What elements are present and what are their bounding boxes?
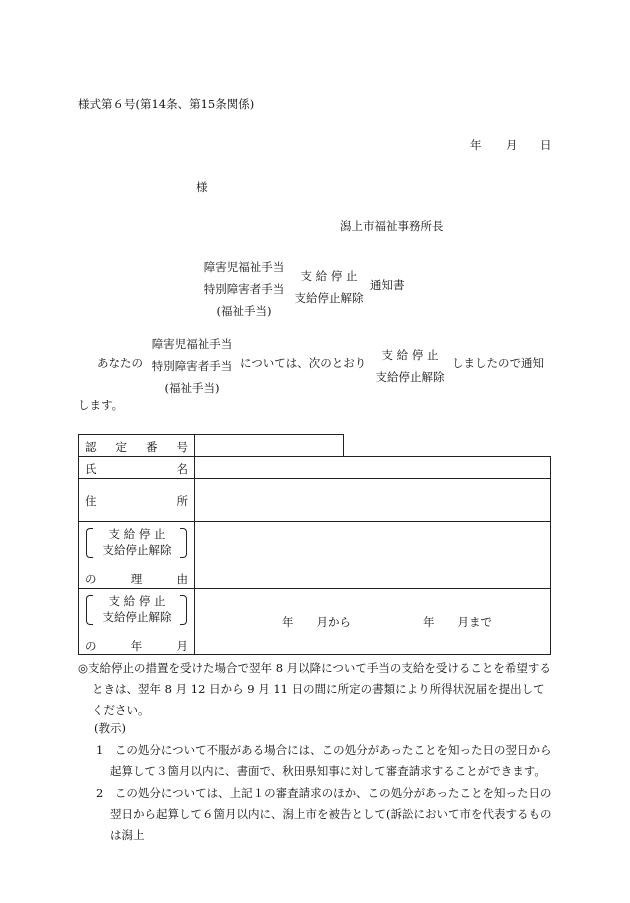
cert-number-label-cell xyxy=(78,434,195,457)
reason-bracket-left xyxy=(86,528,93,558)
name-label-cell xyxy=(78,456,195,479)
instruction-header: (教示) xyxy=(94,721,126,735)
period-action-stop: 支 給 停 止 xyxy=(108,594,166,608)
title-action-list xyxy=(292,265,366,309)
title-allowance-list xyxy=(198,256,290,322)
intro-allowance-2: 特別障害者手当 xyxy=(151,359,233,373)
addressee-suffix: 様 xyxy=(196,180,208,194)
title-allowance-1: 障害児福祉手当 xyxy=(203,260,285,274)
reason-action-stop: 支 給 停 止 xyxy=(108,527,166,541)
title-suffix: 通知書 xyxy=(370,278,405,292)
date-month: 月 xyxy=(506,138,518,152)
cert-number-label: 認 定 番 号 xyxy=(85,440,188,454)
period-action-resume: 支給停止解除 xyxy=(102,610,172,624)
address-label-cell xyxy=(78,478,195,522)
title-action-resume: 支給停止解除 xyxy=(294,291,364,305)
cert-number-value xyxy=(194,434,344,457)
name-value xyxy=(194,456,551,479)
intro-middle: については、次のとおり xyxy=(240,356,367,370)
reason-label: の 理 由 xyxy=(85,572,188,586)
period-action-list xyxy=(95,593,179,625)
intro-allowance-list xyxy=(146,333,238,399)
period-label: の 年 月 xyxy=(85,639,188,653)
intro-tail: しましたので通知 xyxy=(452,356,544,370)
name-label: 氏 名 xyxy=(85,462,188,476)
intro-action-stop: 支 給 停 止 xyxy=(381,348,439,362)
resumption-note: ◎支給停止の措置を受けた場合で翌年 8 月以降について手当の支給を受けることを希望するときは、翌年 8 月 12 日から 9 月 11 日の間に所定の書類により所得状況届を提出してください。 xyxy=(78,661,551,717)
title-allowance-2: 特別障害者手当 xyxy=(203,282,285,296)
intro-continuation: します。 xyxy=(78,398,124,412)
reason-label-cell xyxy=(78,521,195,589)
reason-action-list xyxy=(95,526,179,558)
intro-lead: あなたの xyxy=(97,356,143,370)
reason-action-resume: 支給停止解除 xyxy=(102,543,172,557)
date-year: 年 xyxy=(470,138,482,152)
period-value-cell xyxy=(194,588,551,655)
intro-action-list xyxy=(372,344,448,388)
period-to: 年 月まで xyxy=(423,615,492,629)
issuer: 潟上市福祉事務所長 xyxy=(340,219,444,233)
period-label-cell xyxy=(78,588,195,655)
intro-allowance-3: (福祉手当) xyxy=(164,381,220,395)
title-allowance-3: (福祉手当) xyxy=(216,304,272,318)
period-bracket-left xyxy=(86,595,93,625)
date-day: 日 xyxy=(540,138,552,152)
intro-allowance-1: 障害児福祉手当 xyxy=(151,337,233,351)
title-action-stop: 支 給 停 止 xyxy=(300,269,358,283)
instruction-1: 1 この処分について不服がある場合には、この処分があったことを知った日の翌日から起算して３箇月以内に、書面で、秋田県知事に対して審査請求することができます。 xyxy=(96,743,552,778)
form-number: 様式第６号(第14条、第15条関係) xyxy=(78,97,255,111)
reason-bracket-right xyxy=(180,528,187,558)
reason-value xyxy=(194,521,551,589)
instruction-2: 2 この処分については、上記１の審査請求のほか、この処分があったことを知った日の翌日から起算して６箇月以内に、潟上市を被告として(訴訟において市を代表するものは潟上 xyxy=(96,786,552,842)
period-bracket-right xyxy=(180,595,187,625)
intro-action-resume: 支給停止解除 xyxy=(375,370,445,384)
address-label: 住 所 xyxy=(85,494,188,508)
address-value xyxy=(194,478,551,522)
period-from: 年 月から xyxy=(282,615,351,629)
